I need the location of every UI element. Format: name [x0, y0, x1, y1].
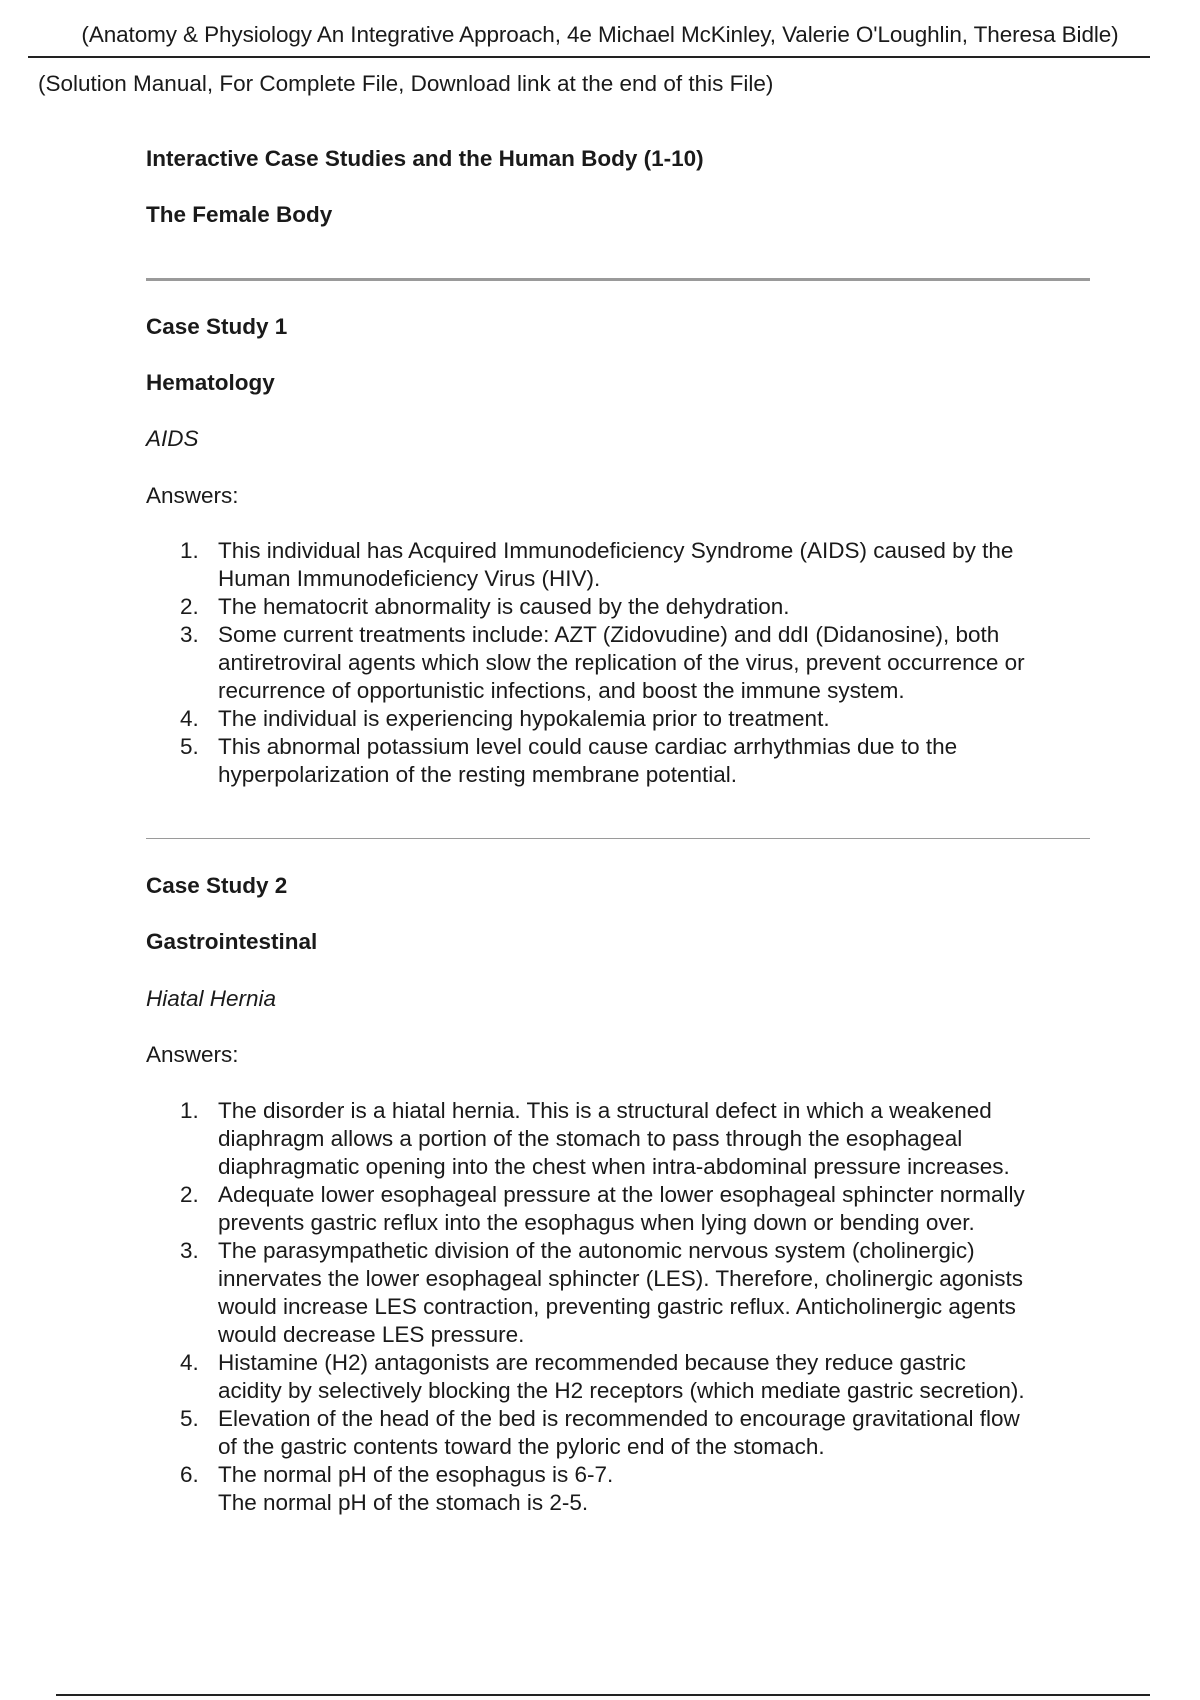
- answer-line: This individual has Acquired Immunodeficiency Syndrome (AIDS) caused by the: [218, 538, 1014, 563]
- list-number: 3.: [180, 622, 199, 647]
- list-item: [146, 1237, 1090, 1349]
- list-number: 2.: [180, 1182, 199, 1207]
- list-item: [146, 621, 1090, 705]
- footer-divider: [56, 1694, 1150, 1696]
- answer-line: antiretroviral agents which slow the replication of the virus, prevent occurrence or: [218, 650, 1025, 675]
- list-item: [146, 1461, 1090, 1517]
- book-title-header: (Anatomy & Physiology An Integrative Approach, 4e Michael McKinley, Valerie O'Loughlin, Theresa Bidle): [81, 22, 1119, 47]
- case-study-2-answer-list: [146, 1097, 1090, 1517]
- case-study-2-condition: Hiatal Hernia: [146, 986, 277, 1011]
- list-number: 2.: [180, 594, 199, 619]
- answer-line: The parasympathetic division of the autonomic nervous system (cholinergic): [218, 1238, 975, 1263]
- list-item: [146, 593, 1090, 621]
- answer-line: innervates the lower esophageal sphincter (LES). Therefore, cholinergic agonists: [218, 1266, 1024, 1291]
- list-item: [146, 1349, 1090, 1405]
- answer-line: Elevation of the head of the bed is recommended to encourage gravitational flow: [218, 1406, 1020, 1431]
- answer-line: acidity by selectively blocking the H2 receptors (which mediate gastric secretion).: [218, 1378, 1025, 1403]
- answer-line: The normal pH of the stomach is 2-5.: [218, 1490, 589, 1515]
- list-number: 5.: [180, 1406, 199, 1431]
- list-number: 1.: [180, 1098, 199, 1123]
- answer-line: Histamine (H2) antagonists are recommended because they reduce gastric: [218, 1350, 966, 1375]
- list-number: 1.: [180, 538, 199, 563]
- list-number: 5.: [180, 734, 199, 759]
- answer-line: of the gastric contents toward the pyloric end of the stomach.: [218, 1434, 825, 1459]
- document-subtitle: The Female Body: [146, 202, 333, 227]
- answer-line: would increase LES contraction, preventing gastric reflux. Anticholinergic agents: [218, 1294, 1016, 1319]
- list-item: [146, 1181, 1090, 1237]
- answer-line: The hematocrit abnormality is caused by the dehydration.: [218, 594, 790, 619]
- answer-line: Adequate lower esophageal pressure at the lower esophageal sphincter normally: [218, 1182, 1025, 1207]
- section-divider: [146, 278, 1090, 281]
- case-study-2-answers-label: Answers:: [146, 1042, 239, 1067]
- answer-line: This abnormal potassium level could cause cardiac arrhythmias due to the: [218, 734, 958, 759]
- case-study-1-answers-label: Answers:: [146, 483, 239, 508]
- list-item: [146, 537, 1090, 593]
- answer-line: diaphragmatic opening into the chest when intra-abdominal pressure increases.: [218, 1154, 1010, 1179]
- answer-line: The disorder is a hiatal hernia. This is a structural defect in which a weakened: [218, 1098, 992, 1123]
- answer-line: recurrence of opportunistic infections, and boost the immune system.: [218, 678, 905, 703]
- list-item: [146, 733, 1090, 789]
- document-title: Interactive Case Studies and the Human Body (1-10): [146, 146, 704, 171]
- case-study-1-condition: AIDS: [146, 426, 199, 451]
- answer-line: The normal pH of the esophagus is 6-7.: [218, 1462, 614, 1487]
- answer-line: The individual is experiencing hypokalemia prior to treatment.: [218, 706, 830, 731]
- case-study-1-system: Hematology: [146, 370, 275, 395]
- answer-line: hyperpolarization of the resting membrane potential.: [218, 762, 738, 787]
- list-item: [146, 1405, 1090, 1461]
- answer-line: prevents gastric reflux into the esophagus when lying down or bending over.: [218, 1210, 975, 1235]
- answer-line: Some current treatments include: AZT (Zidovudine) and ddI (Didanosine), both: [218, 622, 1000, 647]
- answer-line: Human Immunodeficiency Virus (HIV).: [218, 566, 601, 591]
- solution-manual-note: (Solution Manual, For Complete File, Download link at the end of this File): [38, 71, 774, 96]
- section-divider: [146, 838, 1090, 839]
- list-item: [146, 1097, 1090, 1181]
- case-study-2-heading: Case Study 2: [146, 873, 288, 898]
- list-number: 3.: [180, 1238, 199, 1263]
- header-divider: [28, 56, 1150, 58]
- answer-line: diaphragm allows a portion of the stomach to pass through the esophageal: [218, 1126, 963, 1151]
- list-number: 4.: [180, 1350, 199, 1375]
- case-study-2-system: Gastrointestinal: [146, 929, 318, 954]
- list-number: 4.: [180, 706, 199, 731]
- list-number: 6.: [180, 1462, 199, 1487]
- case-study-1-heading: Case Study 1: [146, 314, 288, 339]
- case-study-1-answer-list: [146, 537, 1090, 789]
- answer-line: would decrease LES pressure.: [218, 1322, 525, 1347]
- list-item: [146, 705, 1090, 733]
